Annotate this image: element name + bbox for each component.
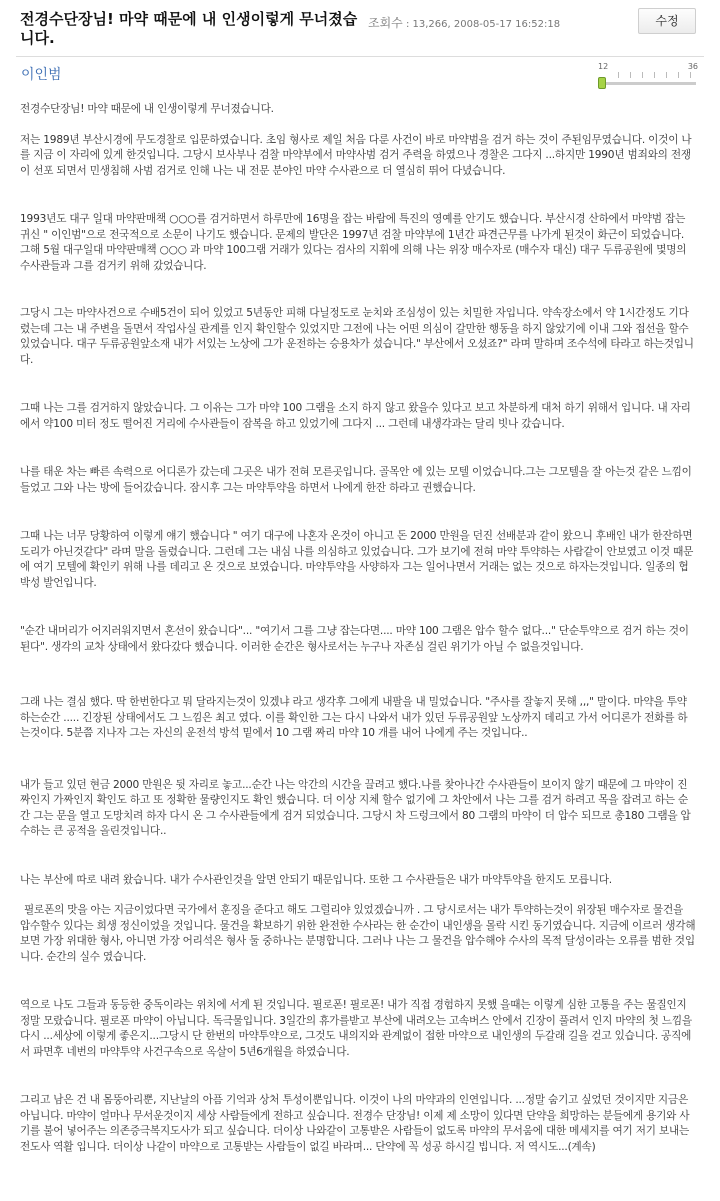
post-title: 전경수단장님! 마약 때문에 내 인생이렇게 무너졌습니다. [20, 10, 358, 47]
post-body [20, 102, 696, 1155]
paragraph: 전경수단장님! 마약 때문에 내 인생이렇게 무너졌습니다. [20, 103, 274, 115]
post-header [0, 0, 720, 56]
views-label: 조회수 [368, 16, 403, 30]
paragraph: 저는 1989년 부산시경에 무도경찰로 입문하였습니다. 초임 형사로 제일 처음 다룬 사건이 바로 마약범을 검거 하는 것이 주된임무였습니다. 이것이 나를 지금 이 자리에 있게 한것입니다. 그당시 보사부나 검찰 마약부에서 마약사범 검거 주력을 하였으나 경찰은 그다지 ...하지만 1990년 범죄와의 전쟁이 선포 되면서 민생침해 사범 검거로 인해 나는 내 전문 분야인 마약 수사관으로 더 열심히 뛰어 다녔습니다. [20, 133, 692, 177]
views-and-date: : 13,266, 2008-05-17 16:52:18 [402, 19, 561, 30]
rating-tick [642, 72, 643, 78]
rating-track [600, 82, 696, 85]
rating-tick [678, 72, 679, 78]
paragraph: 나는 부산에 따로 내려 왔습니다. 내가 수사관인것을 알면 안되기 때문입니다. 또한 그 수사관들은 내가 마약투약을 한지도 모릅니다. [20, 873, 612, 886]
rating-tick [690, 72, 691, 78]
rating-slider[interactable] [594, 62, 700, 94]
rating-max-label: 36 [687, 62, 698, 71]
rating-tick [654, 72, 655, 78]
paragraph: 그래 나는 결심 했다. 딱 한번한다고 뭐 달라지는것이 있겠냐 라고 생각후 그에게 내팔을 내 밀었습니다. "주사를 잘놓지 못해 ,,," 말이다. 마약을 투약하는순간 ..... 긴장된 상태에서도 그 느낌은 최고 였다. 이를 확인한 그는 다시 나와서 내가 있던 두류공원앞 노상까지 데리고 가서 어디론가 전화를 하는것이다. 5분쯤 지나자 그는 자신의 운전석 방석 밑에서 10 그램 짜리 마약 10 개를 내어 나에게 주는 것입니다.. [20, 696, 688, 739]
author-name[interactable]: 이인범 [21, 67, 62, 83]
paragraph: 1993년도 대구 일대 마약판매책 ○○○를 검거하면서 하루만에 16명을 잡는 바람에 특진의 영예를 안기도 했습니다. 부산시경 산하에서 마약범 잡는 귀신 " 이인범"으로 전국적으로 소문이 나기도 했습니다. 문제의 발단은 1997년 검찰 마약부에 1년간 파견근무를 나가게 된것이 화근이 되었습니다. 그해 5월 대구일대 마약판매책 ○○○ 과 마약 100그램 거래가 있다는 검사의 지휘에 의해 나는 위장 매수자로 (매수자 대신) 대구 두류공원에 몇명의 수사관들과 그를 검거키 위해 갔었습니다. [20, 213, 687, 272]
rating-tick [618, 72, 619, 78]
paragraph: 그때 나는 그를 검거하지 않았습니다. 그 이유는 그가 마약 100 그램을 소지 하지 않고 왔을수 있다고 보고 차분하게 대처 하기 위해서 입니다. 내 자리 에서 약100 미터 정도 떨어진 거리에 수사관들이 잠복을 하고 있었기에 그다지 ... 그런데 내생각과는 달리 빗나 갔습니다. [20, 402, 691, 430]
paragraph: 그당시 그는 마약사건으로 수배5건이 되어 있었고 5년동안 피해 다닐정도로 눈치와 조심성이 있는 치밀한 자입니다. 약속장소에서 약 1시간정도 기다렸는데 그는 내 주변을 돌면서 작업사실 관계를 인지 확인할수 있었지만 그전에 나는 어떤 의심이 갈만한 행동을 하지 않았기에 이내 그와 접선을 할수 있었습니다. 대구 두류공원앞소재 내가 서있는 노상에 그가 운전하는 승용차가 섰습니다." 부산에서 오셨죠?" 라며 말하며 조수석에 타라고 하는것입니다. [20, 307, 694, 366]
header-divider [16, 56, 704, 57]
paragraph: 나를 태운 차는 빠른 속력으로 어디론가 갔는데 그곳은 내가 전혀 모른곳입니다. 골목안 에 있는 모텔 이었습니다.그는 그모텔을 잘 아는것 같은 느낌이 들었고 그와 나는 방에 들어갔습니다. 잠시후 그는 마약투약을 하면서 나에게 한잔 하라고 권했습니다. [20, 466, 692, 494]
paragraph: 내가 들고 있던 현금 2000 만원은 뒷 자리로 놓고...순간 나는 악간의 시간을 끌려고 했다.나를 찾아나간 수사관들이 보이지 않기 때문에 그 마약이 진짜인지 가짜인지 확인도 하고 또 정확한 물량인지도 확인 했습니다. 더 이상 지체 할수 없기에 그 차안에서 나는 그를 검거 하려고 목을 잡려고 하는 순간 그는 문을 열고 도망치려 하자 다시 온 그 수사관들에게 검거 되었습니다. 그당시 차 드렁크에서 80 그램의 마약이 더 압수 되므로 총180 그램을 압수하는 큰 공적을 올린것입니다.. [20, 778, 691, 837]
paragraph: 역으로 나도 그들과 동등한 중독이라는 위치에 서게 된 것입니다. 필로폰! 필로폰! 내가 직접 경험하지 못했 을때는 이렇게 심한 고통을 주는 물질인지 정말 모랐습니다. 필로폰 마약이 아닙니다. 독극물입니다. 3일간의 휴가를받고 부산에 내려오는 고속버스 안에서 긴장이 풀려서 인지 마약의 첫 느낌을 다시 ...세상에 이렇게 좋은지...그당시 단 한번의 마약투약으로, 그것도 내의지와 관계없이 접한 마약으로 내인생의 두갈래 길을 걷고 있습니다. 공직에서 파면후 네번의 마약투약 사건구속으로 옥살이 5년6개월을 하였습니다. [20, 999, 692, 1058]
paragraph: 그리고 남은 건 내 몸뚱아리뿐, 지난날의 아픔 기억과 상처 투성이뿐입니다. 이것이 나의 마약과의 인연입니다. ...정말 숨기고 싶었던 것이지만 지금은 아닙니다. 마약이 얼마나 무서운것이지 세상 사람들에게 전하고 싶습니다. 전경수 단장님! 이제 제 소망이 있다면 단약을 희망하는 분들에게 용기와 사기를 불어 넣어주는 의존증극복지도사가 되고 싶습니다. 더이상 나와같이 고통받은 사람들이 없도록 마약의 무서움에 대한 메세지를 여기 저기 보내는 전도사 역활 입니다. 더이상 나같이 마약으로 고통받는 사람들이 없길 바라며... 단약에 꼭 성공 하시길 빕니다. 저 역시도...(계속) [20, 1094, 690, 1153]
rating-handle[interactable] [598, 77, 606, 89]
paragraph: "순간 내머리가 어지러워지면서 혼선이 왔습니다"... "여기서 그를 그냥 잡는다면.... 마약 100 그램은 압수 할수 없다..." 단순투약으로 검거 하는 것이 된다". 생각의 교차 상태에서 왔다갔다 했습니다. 이러한 순간은 형사로서는 누구나 자존심 걸린 위기가 아닐 수 없을것입니다. [20, 625, 689, 653]
edit-button[interactable]: 수정 [638, 8, 696, 34]
post-meta [368, 14, 638, 31]
paragraph: 그때 나는 너무 당황하여 이렇게 얘기 했습니다 " 여기 대구에 나혼자 온것이 아니고 돈 2000 만원을 던진 선배분과 같이 왔으니 후배인 내가 한잔하면 도리가 아닌것같다" 라며 말을 돌렸습니다. 그런데 그는 내심 나를 의심하고 있었습니다. 그가 보기에 전혀 마약 투약하는 사람같이 안보였고 이것 때문에 여기 모텔에 확인키 위해 나를 데리고 온 것으로 보였습니다. 마약투약을 사양하자 그는 일어나면서 거래는 없는 것으로 하자는것입니다. 일종의 협박성 발언입니다. [20, 530, 694, 589]
rating-tick [666, 72, 667, 78]
rating-tick [630, 72, 631, 78]
paragraph: 필로폰의 맛을 아는 지금이었다면 국가에서 훈징을 준다고 해도 그럴리야 있었겠습니까 . 그 당시로서는 내가 투약하는것이 위장된 매수자로 물건을 압수할수 있다는 희생 정신이었을 것입니다. 물건을 확보하기 위한 완전한 수사라는 한 순간이 내인생을 몰락 시킨 동기였습니다. 지금에 이르러 생각해보면 가장 위대한 형사, 아니면 가장 어리석은 형사 둘 중하나는 분명합니다. 그러나 나는 그 물건을 압수해야 수사의 목적 달성이라는 오류를 범한 것입니다. 순간의 실수 였습니다. [20, 904, 696, 963]
rating-min-label: 12 [598, 62, 609, 71]
